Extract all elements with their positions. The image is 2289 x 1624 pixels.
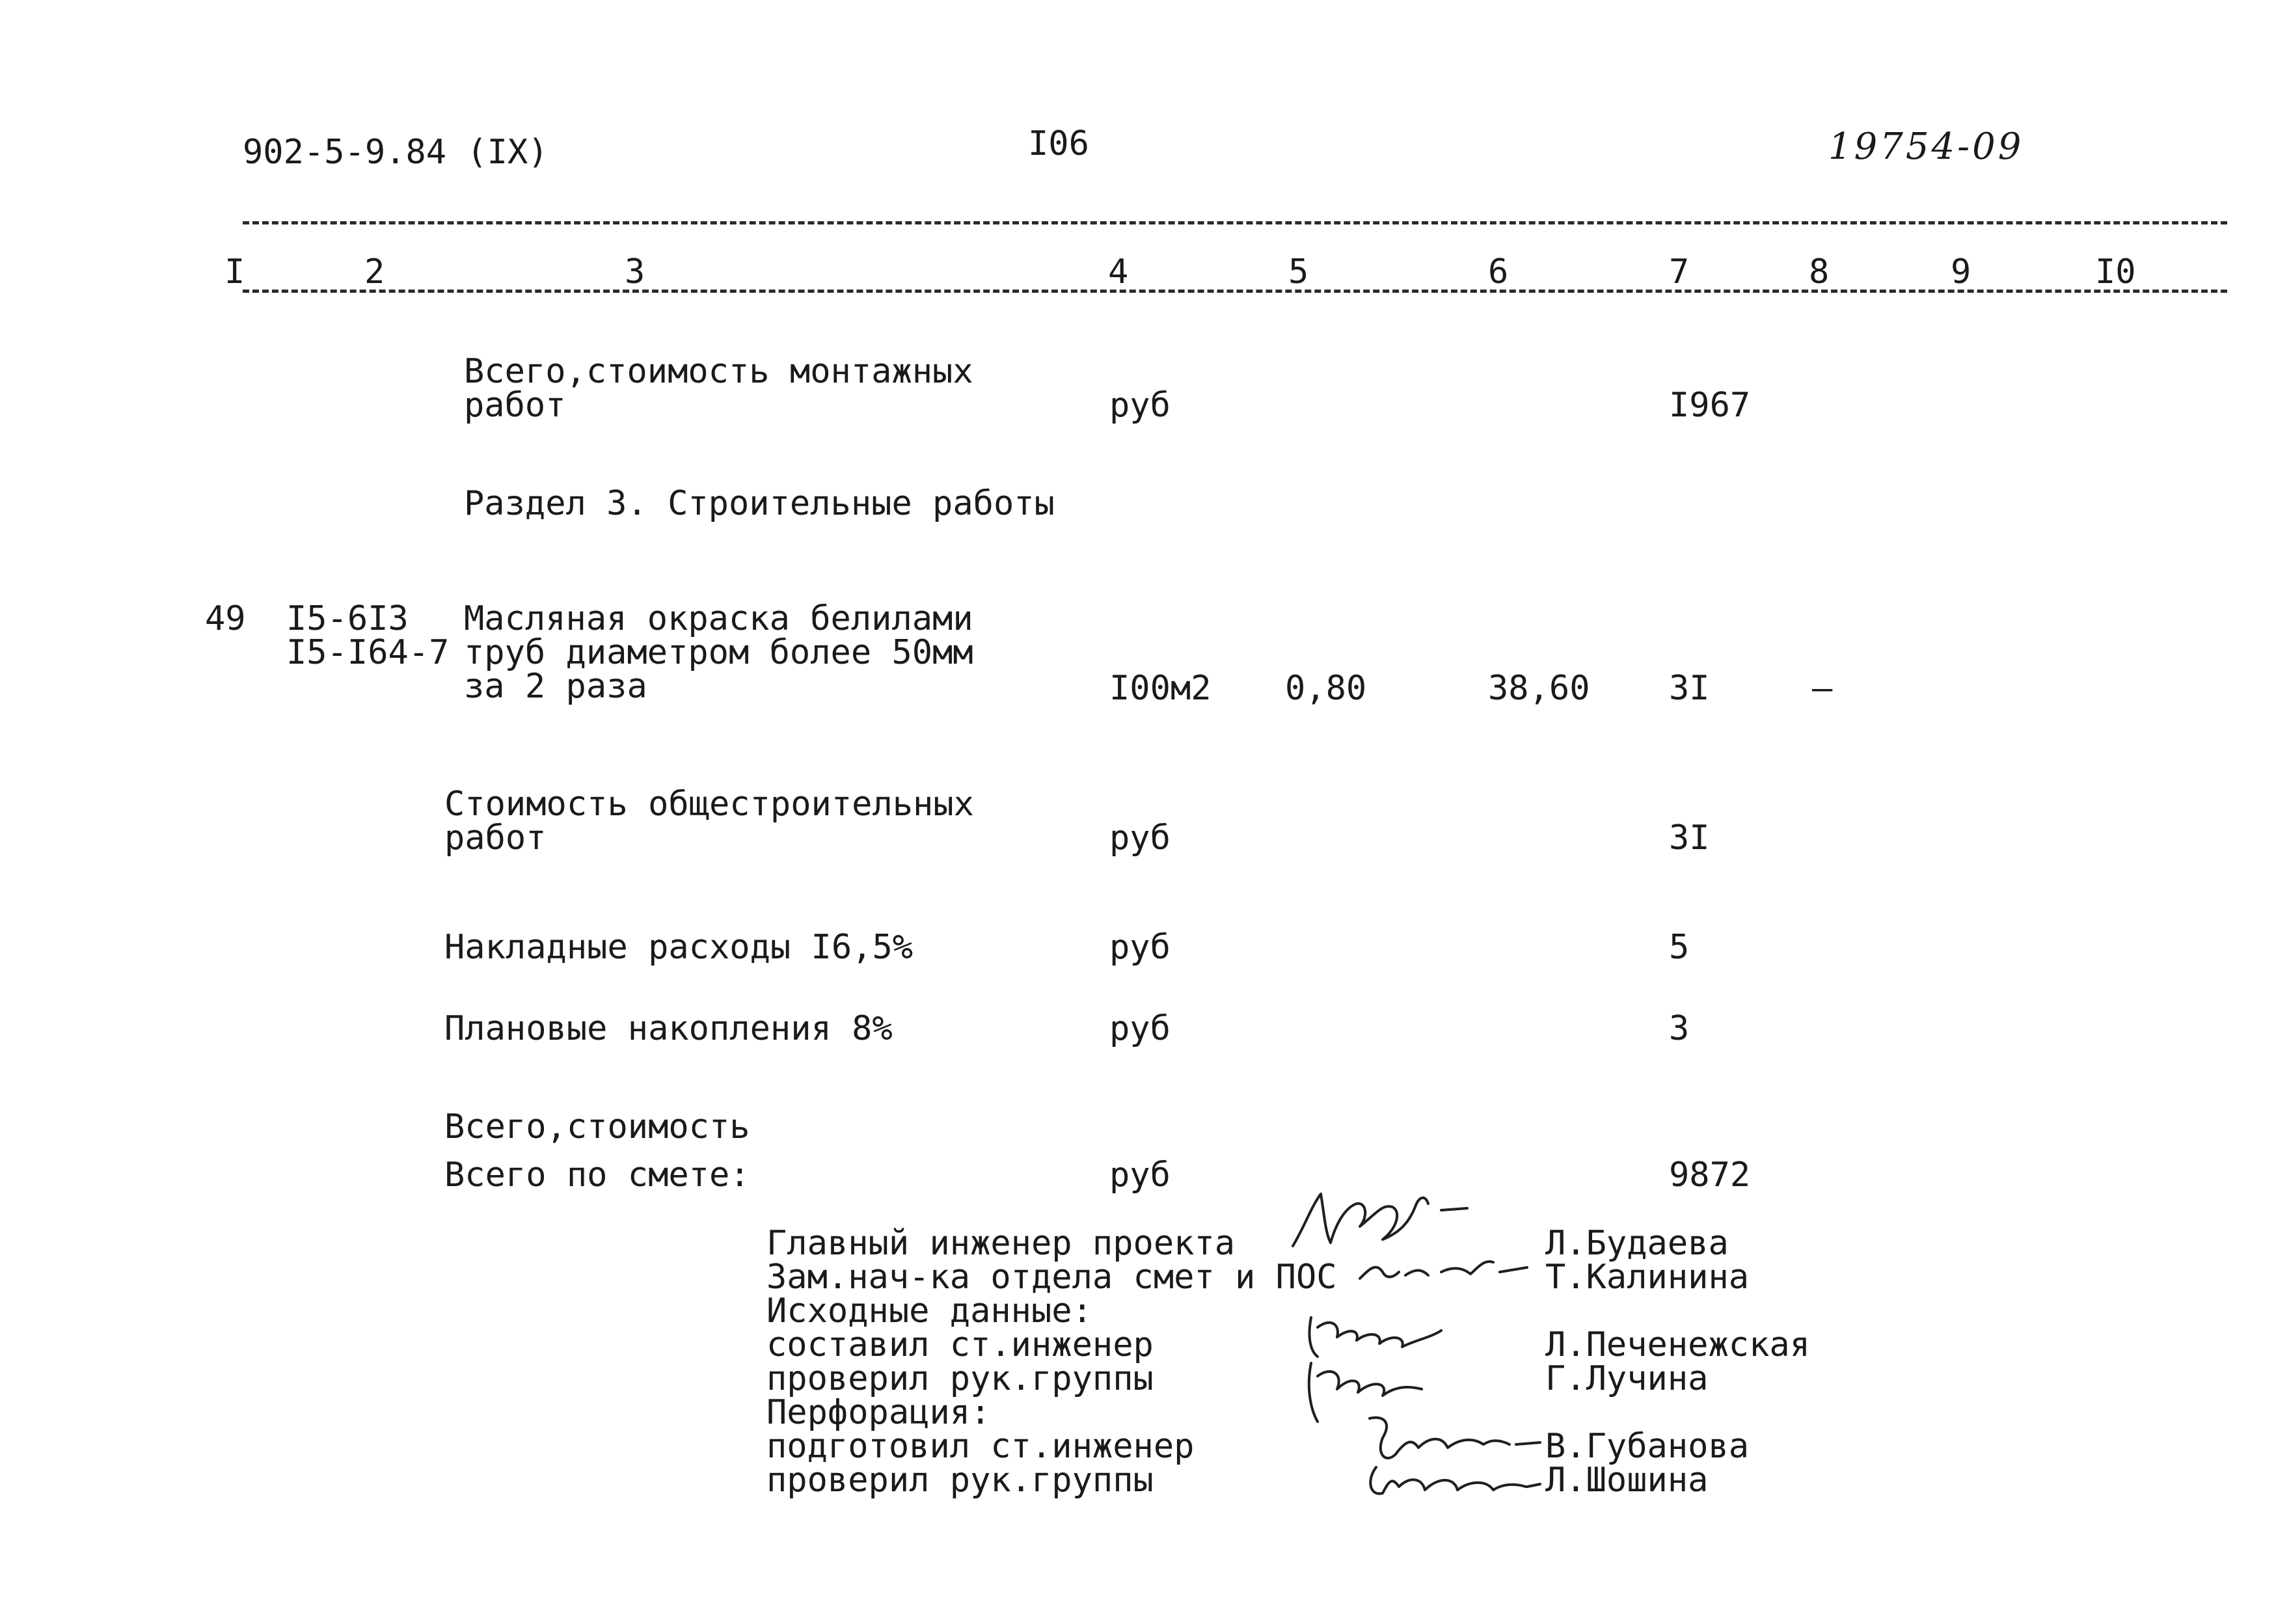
price-codes: I5-6I3 I5-I64-7 [286,599,450,672]
item-number: 49 [205,599,246,638]
total-cost-label: Всего,стоимость [444,1107,750,1146]
planned-savings-label: Плановые накопления 8% [444,1009,893,1048]
column-number: 4 [1108,252,1129,291]
column-8-value: – [1812,669,1833,708]
column-number: 3 [625,252,645,291]
signature-role: подготовил ст.инженер [766,1427,1195,1466]
amount: 5 [1669,928,1690,967]
handwritten-signature [1357,1454,1545,1506]
top-rule [243,221,2227,224]
unit: руб [1109,1156,1171,1195]
quantity: 0,80 [1285,669,1367,708]
page-number: I06 [1028,124,1089,163]
amount: 3I [1669,819,1710,858]
amount: 3 [1669,1009,1690,1048]
amount: 3I [1669,669,1710,708]
column-rule [243,290,2227,293]
unit: I00м2 [1109,669,1212,708]
signature-section-heading: Исходные данные: [766,1292,1092,1331]
item-description: Масляная окраска белилами труб диаметром более 50мм за 2 раза [464,599,973,706]
unit-price: 38,60 [1488,669,1590,708]
signatory-name: В.Губанова [1545,1427,1750,1466]
unit: руб [1109,819,1171,858]
signature-role: проверил рук.группы [766,1359,1154,1398]
column-number: 7 [1669,252,1690,291]
column-number: 9 [1951,252,1971,291]
column-number: I0 [2095,252,2136,291]
signatory-name: Л.Шошина [1545,1461,1709,1500]
signature-section-heading: Перфорация: [766,1393,991,1432]
inventory-number: 19754-09 [1828,126,2024,168]
handwritten-signature [1301,1311,1451,1363]
amount: I967 [1669,386,1751,425]
overhead-label: Накладные расходы I6,5% [444,928,914,967]
signature-role: Главный инженер проекта [766,1224,1236,1263]
signatory-name: Т.Калинина [1545,1258,1750,1297]
signatory-name: Л.Печенежская [1545,1325,1810,1364]
grand-total-label: Всего по смете: [444,1156,750,1195]
section-heading: Раздел 3. Строительные работы [464,484,1055,523]
column-number: 8 [1809,252,1830,291]
signatory-name: Г.Лучина [1545,1359,1709,1398]
column-number: 6 [1488,252,1509,291]
unit: руб [1109,1009,1171,1048]
signature-role: проверил рук.группы [766,1461,1154,1500]
column-number: 2 [364,252,385,291]
column-number: 5 [1288,252,1309,291]
unit: руб [1109,928,1171,967]
signatory-name: Л.Будаева [1545,1224,1729,1263]
unit: руб [1109,386,1171,425]
signature-role: составил ст.инженер [766,1325,1154,1364]
column-number: I [224,252,245,291]
general-cost-label: Стоимость общестроительных работ [444,785,974,858]
grand-total-amount: 9872 [1669,1156,1751,1195]
handwritten-signature [1357,1249,1532,1295]
total-installation-label: Всего,стоимость монтажных работ [464,352,973,425]
document-code: 902-5-9.84 (IX) [243,133,549,172]
signature-role: Зам.нач-ка отдела смет и ПОС [766,1258,1337,1297]
